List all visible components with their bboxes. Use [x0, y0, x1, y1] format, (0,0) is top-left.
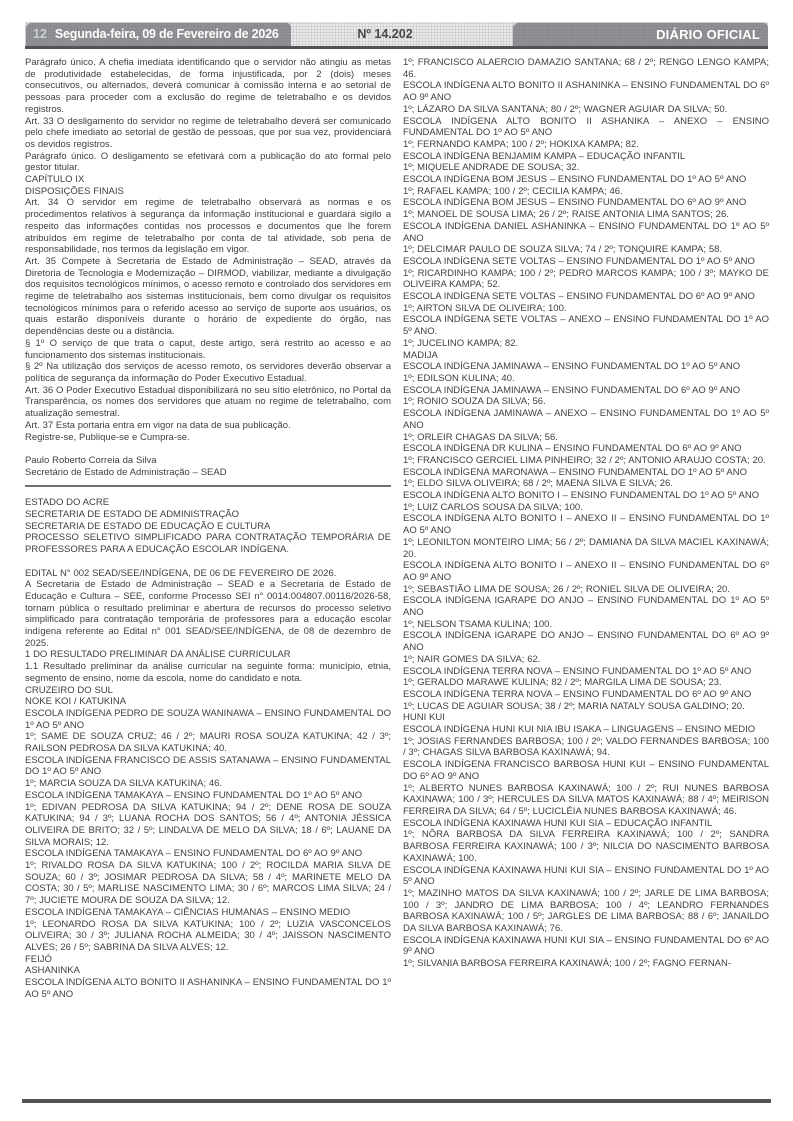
- text-line: ESCOLA INDÍGENA JAMINAWA – ANEXO – ENSINO FUNDAMENTAL DO 1º AO 5º ANO: [403, 408, 769, 431]
- text-line: ESCOLA INDÍGENA TAMAKAYA – ENSINO FUNDAMENTAL DO 1º AO 5º ANO: [25, 789, 363, 801]
- text-line: ESCOLA INDÍGENA TAMAKAYA – ENSINO FUNDAMENTAL DO 6º AO 9º ANO: [25, 848, 363, 860]
- text-line: ESCOLA INDÍGENA BOM JESUS – ENSINO FUNDAMENTAL DO 6º AO 9º ANO: [403, 197, 747, 209]
- text-line: 1º; GERALDO MARAWE KULINA; 82 / 2º; MARGILA LIMA DE SOUSA; 23.: [403, 677, 722, 689]
- edition-number: Nº 14.202: [357, 27, 413, 41]
- text-line: 1º; AIRTON SILVA DE OLIVEIRA; 100.: [403, 302, 567, 314]
- text-line: ESCOLA INDÍGENA JAMINAWA – ENSINO FUNDAMENTAL DO 1º AO 5º ANO: [403, 361, 741, 373]
- page-number: 12: [33, 27, 47, 41]
- text-line: ESCOLA INDÍGENA KAXINAWA HUNI KUI SIA – ENSINO FUNDAMENTAL DO 6º AO 9º ANO: [403, 934, 769, 958]
- text-line: Art. 35 Compete à Secretaria de Estado de Administração – SEAD, através da Diretoria de Tecnologia e Modernização – DIRMOD, viabilizar, mediante a divulgação dos requisitos tecnológicos mínimos, o acesso remoto e controlado dos servidores em regime de teletrabalho aos sistemas institucionais, bem como divulgar os requisitos tecnológicos mínimos para o referido acesso ao serviço de suporte aos usuários, os quais estarão disponíveis durante o horário de expediente do órgão, nas dependências deste ou a distância.: [25, 255, 391, 338]
- text-line: ESCOLA INDÍGENA DANIEL ASHANINKA – ENSINO FUNDAMENTAL DO 1º AO 5º ANO: [403, 220, 769, 244]
- text-line: 1º; NAIR GOMES DA SILVA; 62.: [403, 653, 541, 665]
- text-line: ESCOLA INDÍGENA IGARAPE DO ANJO – ENSINO FUNDAMENTAL DO 1º AO 5º ANO: [403, 595, 769, 619]
- text-line: HUNI KUI: [403, 712, 445, 724]
- text-line: ESCOLA INDÍGENA TAMAKAYA – CIÊNCIAS HUMANAS – ENSINO MEDIO: [25, 906, 351, 918]
- text-line: Paulo Roberto Correia da Silva: [25, 454, 157, 466]
- text-line: 1º; ELDO SILVA OLIVEIRA; 68 / 2º; MAENA SILVA E SILVA; 26.: [403, 478, 673, 490]
- text-line: ESCOLA INDÍGENA ALTO BONITO I – ANEXO II – ENSINO FUNDAMENTAL DO 1º AO 5º ANO: [403, 513, 769, 537]
- text-line: ESCOLA INDÍGENA TERRA NOVA – ENSINO FUNDAMENTAL DO 6º AO 9º ANO: [403, 688, 752, 700]
- text-line: ESCOLA INDÍGENA ALTO BONITO I – ENSINO FUNDAMENTAL DO 1º AO 5º ANO: [403, 490, 760, 502]
- header-rule: [25, 46, 768, 49]
- text-line: 1º; LEONARDO ROSA DA SILVA KATUKINA; 100 / 2º; LUZIA VASCONCELOS OLIVEIRA; 30 / 3º; JULIANA ROCHA ALMEIDA; 30 / 4º; JAISSON NASCIMENTO ALVES; 26 / 5º; SABRINA DA SILVA ALVES; 12.: [25, 918, 391, 953]
- text-line: 1º; LUIZ CARLOS SOUSA DA SILVA; 100.: [403, 501, 583, 513]
- text-line: ESCOLA INDÍGENA BOM JESUS – ENSINO FUNDAMENTAL DO 1º AO 5º ANO: [403, 174, 747, 186]
- text-line: Secretário de Estado de Administração – SEAD: [25, 466, 227, 478]
- text-line: ESTADO DO ACRE: [25, 497, 110, 509]
- text-line: MADIJA: [403, 349, 438, 361]
- text-line: ESCOLA INDÍGENA PEDRO DE SOUZA WANINAWA – ENSINO FUNDAMENTAL DO 1º AO 5º ANO: [25, 707, 391, 731]
- text-line: Registre-se, Publique-se e Cumpra-se.: [25, 431, 190, 443]
- text-line: Art. 34 O servidor em regime de teletrabalho observará as normas e os procedimentos relativos à segurança da informação institucional e guardará sigilo a respeito das informações contidas nos processos e documentos que lhe forem atribuídos em regime de teletrabalho por conta de tal atividade, sob pena de responsabilidade, nos termos da legislação em vigor.: [25, 197, 391, 256]
- text-line: ESCOLA INDÍGENA SETE VOLTAS – ENSINO FUNDAMENTAL DO 1º AO 5º ANO: [403, 255, 755, 267]
- text-line: ESCOLA INDÍGENA BENJAMIM KAMPA – EDUCAÇÃO INFANTIL: [403, 150, 686, 162]
- text-line: PROCESSO SELETIVO SIMPLIFICADO PARA CONTRATAÇÃO TEMPORÁRIA DE PROFESSORES PARA A EDUCAÇÃO ESCOLAR INDÍGENA.: [25, 532, 391, 556]
- text-line: 1º; MAZINHO MATOS DA SILVA KAXINAWÁ; 100 / 2º; JARLE DE LIMA BARBOSA; 100 / 3º; JANDRO DE LIMA BARBOSA; 100 / 4º; LEANDRO FERNANDES BARBOSA KAXINAWÁ; 100 / 5º; JARGLES DE LIMA BARBOSA; 88 / 6º; JANAILDO DA SILVA BARBOSA KAXINAWÁ; 76.: [403, 887, 769, 935]
- left-column: [25, 57, 391, 1097]
- text-line: ESCOLA INDÍGENA FRANCISCO DE ASSIS SATANAWA – ENSINO FUNDAMENTAL DO 1º AO 5º ANO: [25, 754, 391, 778]
- page-header: [25, 22, 768, 46]
- text-line: A Secretaria de Estado de Administração – SEAD e a Secretaria de Estado de Educação e Cultura – SEE, conforme Processo SEI n° 0014.004807.00116/2026-58, tornam pública o resultado preliminar e abertura de recursos do processo seletivo simplificado para contratação temporária de professores para a educação escolar indígena referente ao Edital n° 001 SEAD/SEE/INDÍGENA, de 08 de dezembro de 2025.: [25, 579, 391, 649]
- text-line: 1º; JUCELINO KAMPA; 82.: [403, 337, 519, 349]
- text-line: ESCOLA INDÍGENA TERRA NOVA – ENSINO FUNDAMENTAL DO 1º AO 5º ANO: [403, 665, 752, 677]
- bottom-rule: [22, 1099, 771, 1103]
- right-column: [403, 57, 769, 1097]
- text-line: 1º; NÔRA BARBOSA DA SILVA FERREIRA KAXINAWÁ; 100 / 2º; SANDRA BARBOSA FERREIRA KAXINAWÁ; 100 / 3º; NILCIA DO NASCIMENTO BARBOSA KAXINAWÁ; 100.: [403, 829, 769, 864]
- text-line: ESCOLA INDÍGENA MARONAWA – ENSINO FUNDAMENTAL DO 1º AO 5º ANO: [403, 466, 748, 478]
- text-line: EDITAL N° 002 SEAD/SEE/INDÍGENA, DE 06 DE FEVEREIRO DE 2026.: [25, 567, 337, 579]
- text-line: 1º; DELCIMAR PAULO DE SOUZA SILVA; 74 / 2º; TONQUIRE KAMPA; 58.: [403, 244, 723, 256]
- blank-line: [25, 443, 391, 455]
- text-line: 1º; RONIO SOUZA DA SILVA; 56.: [403, 396, 546, 408]
- text-line: 1º; EDIVAN PEDROSA DA SILVA KATUKINA; 94 / 2º; DENE ROSA DE SOUZA KATUKINA; 94 / 3º; LUANA ROCHA DOS SANTOS; 56 / 4º; ANTONIA JÉSSICA OLIVEIRA DE BRITO; 32 / 5º; LINDALVA DE MELO DA SILVA; 18 / 6º; LAUANE DA SILVA MORAIS; 12.: [25, 801, 391, 848]
- masthead-tab: [512, 22, 768, 46]
- text-line: CRUZEIRO DO SUL: [25, 684, 113, 696]
- text-line: ESCOLA INDÍGENA ALTO BONITO I – ANEXO II – ENSINO FUNDAMENTAL DO 6º AO 9º ANO: [403, 560, 769, 583]
- text-line: Parágrafo único. A chefia imediata identificando que o servidor não atingiu as metas de produtividade estabelecidas, de forma injustificada, por 2 (dois) meses consecutivos, ou alternados, deverá comunicar à comissão interna e ao setorial de pessoas para proceder com a exclusão do regime de teletrabalho e os devidos registros.: [25, 57, 391, 115]
- text-line: NOKE KOI / KATUKINA: [25, 696, 127, 708]
- text-line: 1º; JOSIAS FERNANDES BARBOSA; 100 / 2º; VALDO FERNANDES BARBOSA; 100 / 3º; CHAGAS SILVA BARBOSA KAXINAWÁ; 94.: [403, 735, 769, 759]
- text-line: ESCOLA INDÍGENA JAMINAWA – ENSINO FUNDAMENTAL DO 6º AO 9º ANO: [403, 384, 741, 396]
- text-line: Parágrafo único. O desligamento se efetivará com a publicação do ato formal pelo gestor titular.: [25, 150, 391, 174]
- text-line: § 1º O serviço de que trata o caput, deste artigo, será restrito ao acesso e ao funcionamento dos sistemas institucionais.: [25, 337, 391, 361]
- text-line: ESCOLA INDÍGENA FRANCISCO BARBOSA HUNI KUI – ENSINO FUNDAMENTAL DO 6º AO 9º ANO: [403, 759, 769, 782]
- text-line: 1º; RIVALDO ROSA DA SILVA KATUKINA; 100 / 2º; ROCILDA MARIA SILVA DE SOUZA; 60 / 3º; JOSIMAR PEDROSA DA SILVA; 58 / 4º; MARINETE MELO DA COSTA; 30 / 5º; MARLISE NASCIMENTO LIMA; 30 / 6º; MARCOS LIMA SILVA; 24 / 7º; JUCIETE MOURA DE SOUZA DA SILVA; 12.: [25, 860, 391, 907]
- text-line: Art. 36 O Poder Executivo Estadual disponibilizará no seu sítio eletrônico, no Portal da Transparência, os nomes dos servidores que atuam no regime de teletrabalho, com atualização semestral.: [25, 384, 391, 420]
- text-line: Art. 37 Esta portaria entra em vigor na data de sua publicação.: [25, 419, 291, 431]
- text-line: CAPÍTULO IX: [25, 174, 85, 186]
- blank-line: [25, 556, 391, 568]
- text-line: ASHANINKA: [25, 965, 80, 977]
- text-line: 1º; MANOEL DE SOUSA LIMA; 26 / 2º; RAISE ANTONIA LIMA SANTOS; 26.: [403, 209, 729, 221]
- text-line: § 2º Na utilização dos serviços de acesso remoto, os servidores deverão observar a política de segurança da informação do Poder Executivo Estadual.: [25, 361, 391, 384]
- text-line: 1º; SAME DE SOUZA CRUZ; 46 / 2º; MAURI ROSA SOUZA KATUKINA; 42 / 3º; RAILSON PEDROSA DA SILVA KATUKINA; 40.: [25, 731, 391, 755]
- text-line: ESCOLA INDÍGENA SETE VOLTAS – ANEXO – ENSINO FUNDAMENTAL DO 1º AO 5º ANO.: [403, 314, 769, 338]
- text-line: DISPOSIÇÕES FINAIS: [25, 185, 124, 197]
- text-line: 1 DO RESULTADO PRELIMINAR DA ANÁLISE CURRICULAR: [25, 649, 291, 661]
- date-tab: [25, 22, 291, 46]
- text-line: ESCOLA INDÍGENA KAXINAWA HUNI KUI SIA – ENSINO FUNDAMENTAL DO 1º AO 5º ANO: [403, 864, 769, 888]
- page-body: [25, 57, 769, 1097]
- text-line: 1.1 Resultado preliminar da análise curricular na seguinte forma: município, etnia, segmento de ensino, nome da escola, nome do candidato e nota.: [25, 661, 391, 684]
- text-line: 1º; EDILSON KULINA; 40.: [403, 372, 515, 384]
- text-line: ESCOLA INDÍGENA SETE VOLTAS – ENSINO FUNDAMENTAL DO 6º AO 9º ANO: [403, 291, 755, 303]
- text-line: 1º; RAFAEL KAMPA; 100 / 2º; CECILIA KAMPA; 46.: [403, 185, 623, 197]
- text-line: 1º; MARCIA SOUZA DA SILVA KATUKINA; 46.: [25, 778, 223, 790]
- text-line: SECRETARIA DE ESTADO DE ADMINISTRAÇÃO: [25, 509, 240, 520]
- text-line: 1º; ORLEIR CHAGAS DA SILVA; 56.: [403, 431, 558, 443]
- text-line: 1º; SILVANIA BARBOSA FERREIRA KAXINAWÁ; 100 / 2º; FAGNO FERNAN-: [403, 958, 732, 970]
- text-line: 1º; NELSON TSAMA KULINA; 100.: [403, 618, 553, 630]
- text-line: 1º; LÁZARO DA SILVA SANTANA; 80 / 2º; WAGNER AGUIAR DA SILVA; 50.: [403, 103, 728, 115]
- text-line: 1º; FRANCISCO GERCIEL LIMA PINHEIRO; 32 / 2º; ANTONIO ARAUJO COSTA; 20.: [403, 454, 766, 466]
- text-line: ESCOLA INDÍGENA KAXINAWA HUNI KUI SIA – EDUCAÇÃO INFANTIL: [403, 817, 713, 829]
- text-line: ESCOLA INDÍGENA IGARAPE DO ANJO – ENSINO FUNDAMENTAL DO 6º AO 9º ANO: [403, 630, 769, 654]
- text-line: SECRETARIA DE ESTADO DE EDUCAÇÃO E CULTURA: [25, 520, 271, 532]
- text-line: 1º; FRANCISCO ALAERCIO DAMAZIO SANTANA; 68 / 2º; RENGO LENGO KAMPA; 46.: [403, 57, 769, 80]
- text-line: ESCOLA INDÍGENA DR KULINA – ENSINO FUNDAMENTAL DO 6º AO 9º ANO: [403, 443, 742, 455]
- text-line: FEIJÓ: [25, 953, 52, 965]
- section-divider: [25, 485, 391, 487]
- header-date: Segunda-feira, 09 de Fevereiro de 2026: [54, 27, 279, 41]
- text-line: 1º; SEBASTIÃO LIMA DE SOUSA; 26 / 2º; RONIEL SILVA DE OLIVEIRA; 20.: [403, 583, 730, 595]
- text-line: 1º; ALBERTO NUNES BARBOSA KAXINAWÁ; 100 / 2º; RUI NUNES BARBOSA KAXINAWA; 100 / 3º; HERCULES DA SILVA MATOS KAXINAWÁ; 88 / 4º; MEIRISON FERREIRA DA SILVA; 64 / 5º; LUCICLÉIA NUNES BARBOSA KAXINAWÁ; 46.: [403, 782, 769, 817]
- text-line: Art. 33 O desligamento do servidor no regime de teletrabalho deverá ser comunicado pelo chefe imediato ao setorial de gestão de pessoas, que por sua vez, providenciará os devidos registros.: [25, 115, 391, 150]
- text-line: 1º; LEONILTON MONTEIRO LIMA; 56 / 2º; DAMIANA DA SILVA MACIEL KAXINAWÁ; 20.: [403, 536, 769, 560]
- text-line: 1º; MIQUELE ANDRADE DE SOUSA; 32.: [403, 162, 580, 174]
- text-line: ESCOLA INDÍGENA ALTO BONITO II ASHANIKA – ANEXO – ENSINO FUNDAMENTAL DO 1º AO 5º ANO: [403, 115, 769, 139]
- text-line: ESCOLA INDÍGENA ALTO BONITO II ASHANINKA – ENSINO FUNDAMENTAL DO 1º AO 5º ANO: [25, 977, 391, 1000]
- text-line: 1º; RICARDINHO KAMPA; 100 / 2º; PEDRO MARCOS KAMPA; 100 / 3º; MAYKO DE OLIVEIRA KAMPA; 52.: [403, 267, 769, 291]
- text-line: ESCOLA INDÍGENA HUNI KUI NIA IBU ISAKA – LINGUAGENS – ENSINO MEDIO: [403, 724, 756, 736]
- text-line: 1º; LUCAS DE AGUIAR SOUSA; 38 / 2º; MARIA NATALY SOUSA GALDINO; 20.: [403, 700, 745, 712]
- text-line: ESCOLA INDÍGENA ALTO BONITO II ASHANINKA – ENSINO FUNDAMENTAL DO 6º AO 9º ANO: [403, 80, 769, 104]
- masthead-title: DIÁRIO OFICIAL: [656, 26, 760, 42]
- text-line: 1º; FERNANDO KAMPA; 100 / 2º; HOKIXA KAMPA; 82.: [403, 138, 639, 150]
